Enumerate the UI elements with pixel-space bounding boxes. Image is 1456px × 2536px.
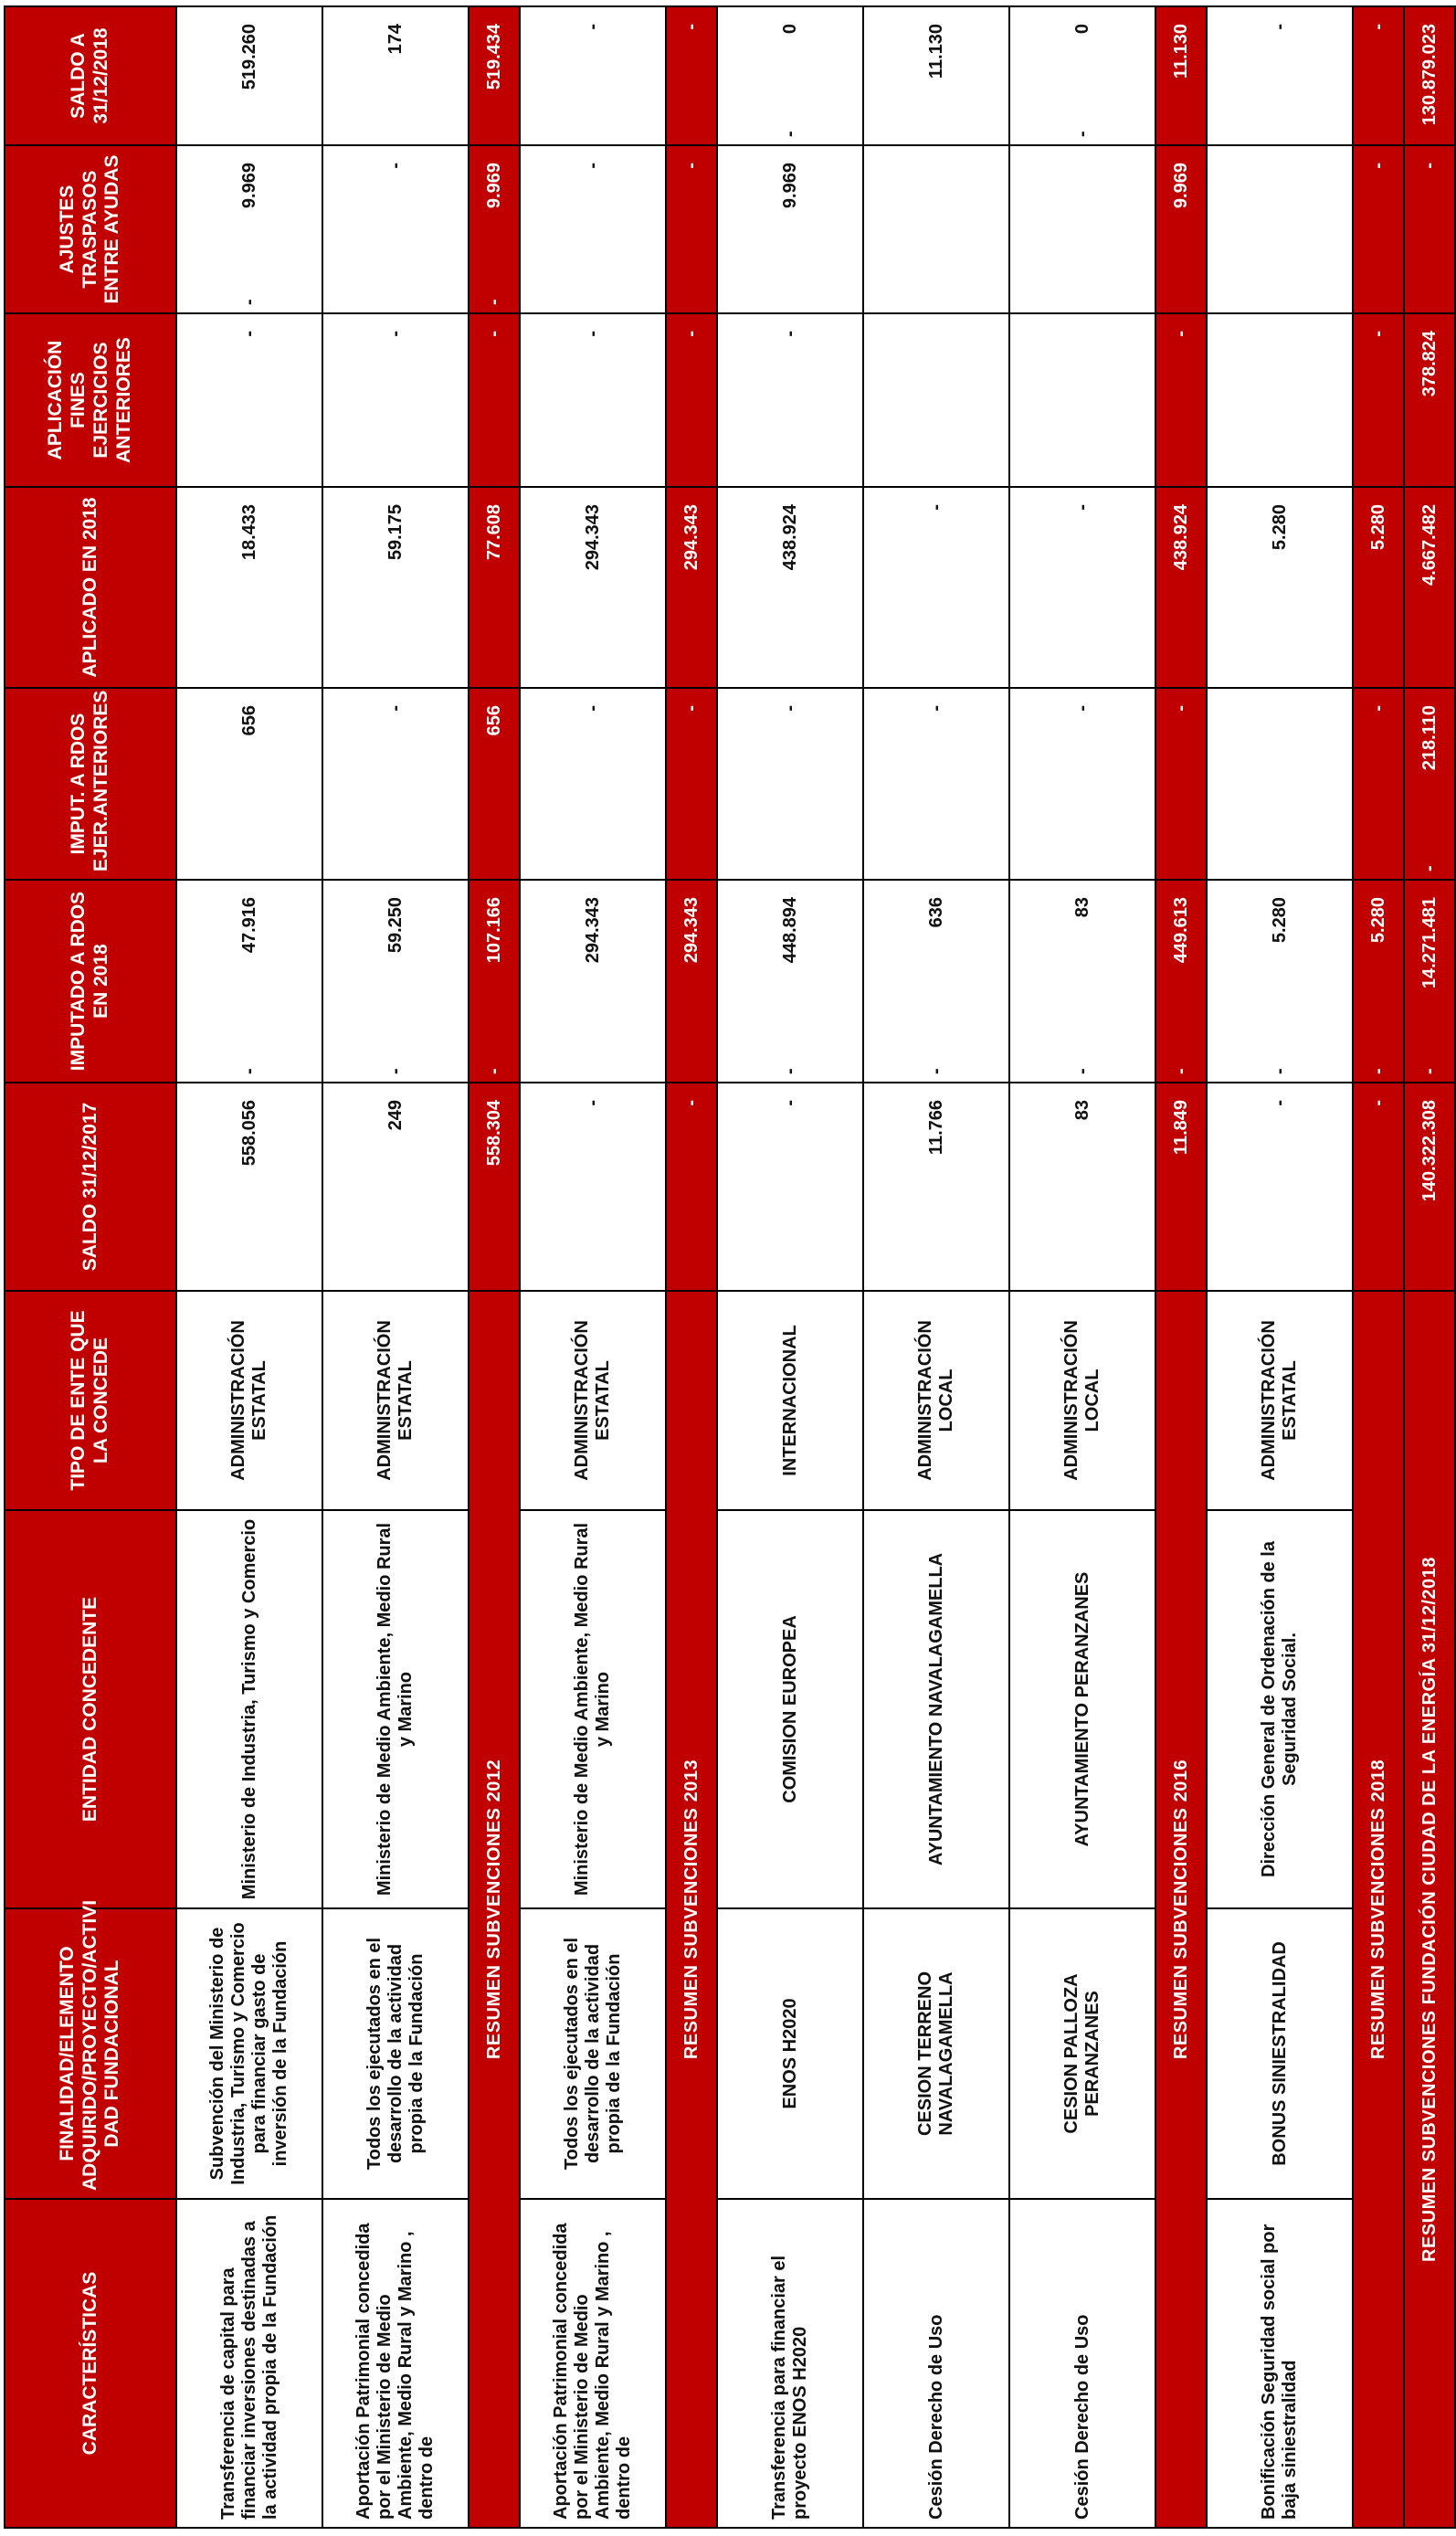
cell-caracteristicas (322, 2199, 469, 2528)
cell-caracteristicas: Bonificación Seguridad social por baja siniestralidad (1207, 2199, 1353, 2528)
cell-caracteristicas (717, 2199, 863, 2528)
col-saldo-2017: SALDO 31/12/2017 (5, 1083, 176, 1291)
col-saldo-2018: SALDO A 31/12/2018 (5, 6, 176, 145)
cell-text: Todos los ejecutados en el desarrollo de la actividad propia de la Fundación (561, 1937, 624, 2171)
table-row (863, 6, 1009, 2528)
cell-aplicacion-fines (863, 313, 1009, 487)
table-row (1009, 6, 1155, 2528)
cell-finalidad: BONUS SINIESTRALIDAD (1207, 1908, 1353, 2199)
value: 218.110 (1419, 705, 1440, 771)
value: 0 (779, 24, 800, 35)
cell-tipo: ADMINISTRACIÓN ESTATAL (520, 1291, 666, 1510)
cell-ajustes (863, 145, 1009, 313)
col-entidad: ENTIDAD CONCEDENTE (5, 1510, 176, 1908)
cell-saldo-2017: - (666, 1083, 717, 1291)
summary-row-2018 (1353, 6, 1404, 2528)
cell-saldo-2017: 140.322.308 (1404, 1083, 1455, 1291)
table-row (1207, 6, 1353, 2528)
dash-mark: - (779, 131, 800, 137)
dash-mark: - (1419, 1068, 1440, 1074)
cell-aplicacion-fines (1207, 313, 1353, 487)
col-imput-anteriores: IMPUT. A RDOS EJER.ANTERIORES (5, 688, 176, 880)
dash-mark: - (1071, 131, 1092, 137)
cell-imputado-2018 (1155, 880, 1207, 1083)
cell-aplicado-2018: 438.924 (1155, 487, 1207, 688)
cell-text: Aportación Patrimonial concedida por el Ministerio de Medio Ambiente, Medio Rural y Marino , dentro de (353, 2223, 437, 2520)
cell-ajustes: - (666, 145, 717, 313)
cell-finalidad (176, 1908, 322, 2199)
summary-label: RESUMEN SUBVENCIONES 2013 (666, 1291, 717, 2528)
cell-imputado-2018 (1009, 880, 1155, 1083)
value: 5.280 (1269, 897, 1290, 944)
table-row (717, 6, 863, 2528)
cell-imputado-2018: 294.343 (520, 880, 666, 1083)
cell-aplicacion-fines: - (717, 313, 863, 487)
cell-saldo-2018: 174 (322, 6, 469, 145)
col-imputado-2018: IMPUTADO A RDOS EN 2018 (5, 880, 176, 1083)
cell-ajustes: - (1404, 145, 1455, 313)
cell-entidad: AYUNTAMIENTO PERANZANES (1009, 1510, 1155, 1908)
cell-finalidad: ENOS H2020 (717, 1908, 863, 2199)
table-row (520, 6, 666, 2528)
value: 449.613 (1170, 897, 1191, 964)
cell-text: Subvención del Ministerio de Industria, Turismo y Comercio para financiar gasto de inversión de la Fundación (207, 1922, 290, 2185)
dash-mark: - (1071, 1068, 1092, 1074)
col-aplicacion-fines: APLICACIÓN FINES EJERCICIOS ANTERIORES (5, 313, 176, 487)
value: 636 (925, 897, 946, 928)
total-label: RESUMEN SUBVENCIONES FUNDACIÓN CIUDAD DE LA ENERGÍA 31/12/2018 (1404, 1291, 1455, 2528)
cell-ajustes: - (520, 145, 666, 313)
cell-finalidad: CESION PALLOZA PERANZANES (1009, 1908, 1155, 2199)
cell-imput-anteriores: - (1353, 688, 1404, 880)
col-ajustes: AJUSTES TRASPASOS ENTRE AYUDAS (5, 145, 176, 313)
dash-mark: - (1419, 865, 1440, 872)
table-row (176, 6, 322, 2528)
value: 107.166 (483, 897, 504, 964)
cell-aplicado-2018: 5.280 (1353, 487, 1404, 688)
dash-mark: - (483, 1068, 504, 1074)
cell-imput-anteriores: - (666, 688, 717, 880)
dash-mark: - (1170, 1068, 1191, 1074)
cell-imput-anteriores: 656 (176, 688, 322, 880)
cell-ajustes: - (1353, 145, 1404, 313)
value: 9.969 (238, 163, 259, 209)
cell-saldo-2017: 558.056 (176, 1083, 322, 1291)
dash-mark: - (1367, 1068, 1388, 1074)
dash-mark: - (385, 1068, 406, 1074)
cell-entidad: Dirección General de Ordenación de la Seguridad Social. (1207, 1510, 1353, 1908)
dash-mark: - (925, 1068, 946, 1074)
cell-text: Transferencia de capital para financiar inversiones destinadas a la actividad propia de la Fundación (217, 2214, 280, 2520)
cell-imputado-2018 (1207, 880, 1353, 1083)
cell-tipo: INTERNACIONAL (717, 1291, 863, 1510)
cell-aplicacion-fines (1009, 313, 1155, 487)
cell-entidad: Ministerio de Medio Ambiente, Medio Rural y Marino (520, 1510, 666, 1908)
cell-aplicacion-fines: - (322, 313, 469, 487)
cell-imput-anteriores: - (1009, 688, 1155, 880)
cell-saldo-2017: 11.849 (1155, 1083, 1207, 1291)
cell-imputado-2018 (863, 880, 1009, 1083)
cell-aplicacion-fines: - (1353, 313, 1404, 487)
cell-imputado-2018: 294.343 (666, 880, 717, 1083)
cell-ajustes: 9.969 (717, 145, 863, 313)
cell-imputado-2018 (322, 880, 469, 1083)
cell-ajustes (1207, 145, 1353, 313)
cell-aplicacion-fines: - (469, 313, 520, 487)
dash-mark: - (483, 299, 504, 305)
cell-finalidad (520, 1908, 666, 2199)
cell-ajustes (176, 145, 322, 313)
cell-aplicacion-fines: - (176, 313, 322, 487)
value: 83 (1071, 897, 1092, 918)
cell-aplicado-2018: 294.343 (666, 487, 717, 688)
cell-imputado-2018 (469, 880, 520, 1083)
cell-saldo-2017: - (717, 1083, 863, 1291)
cell-imputado-2018 (1404, 880, 1455, 1083)
cell-imput-anteriores (1207, 688, 1353, 880)
cell-ajustes (1009, 145, 1155, 313)
value: 14.271.481 (1419, 897, 1440, 989)
cell-aplicacion-fines: 378.824 (1404, 313, 1455, 487)
cell-aplicado-2018: - (1009, 487, 1155, 688)
cell-imputado-2018 (176, 880, 322, 1083)
cell-imput-anteriores: - (863, 688, 1009, 880)
col-caracteristicas: CARACTERÍSTICAS (5, 2199, 176, 2528)
cell-caracteristicas: Cesión Derecho de Uso (1009, 2199, 1155, 2528)
cell-saldo-2018: - (666, 6, 717, 145)
cell-tipo: ADMINISTRACIÓN ESTATAL (176, 1291, 322, 1510)
cell-imput-anteriores: - (717, 688, 863, 880)
summary-label: RESUMEN SUBVENCIONES 2018 (1353, 1291, 1404, 2528)
cell-caracteristicas (176, 2199, 322, 2528)
cell-imputado-2018 (1353, 880, 1404, 1083)
cell-finalidad (322, 1908, 469, 2199)
dash-mark: - (238, 1068, 259, 1074)
value: 9.969 (483, 163, 504, 209)
cell-ajustes (469, 145, 520, 313)
cell-aplicado-2018: - (863, 487, 1009, 688)
cell-saldo-2017: - (1353, 1083, 1404, 1291)
value: 47.916 (238, 897, 259, 954)
cell-caracteristicas (520, 2199, 666, 2528)
cell-entidad: Ministerio de Medio Ambiente, Medio Rural y Marino (322, 1510, 469, 1908)
cell-aplicado-2018: 59.175 (322, 487, 469, 688)
value: 59.250 (385, 897, 406, 954)
cell-ajustes: - (322, 145, 469, 313)
cell-aplicado-2018: 18.433 (176, 487, 322, 688)
summary-row-2016 (1155, 6, 1207, 2528)
cell-aplicado-2018: 77.608 (469, 487, 520, 688)
cell-saldo-2018: 130.879.023 (1404, 6, 1455, 145)
cell-saldo-2017: 558.304 (469, 1083, 520, 1291)
cell-imput-anteriores: - (520, 688, 666, 880)
dash-mark: - (779, 1068, 800, 1074)
cell-imput-anteriores (1404, 688, 1455, 880)
cell-saldo-2018: - (520, 6, 666, 145)
cell-entidad: AYUNTAMIENTO NAVALAGAMELLA (863, 1510, 1009, 1908)
cell-entidad: Ministerio de Industria, Turismo y Comercio (176, 1510, 322, 1908)
cell-aplicacion-fines: - (666, 313, 717, 487)
value: 0 (1071, 24, 1092, 35)
total-row (1404, 6, 1455, 2528)
cell-saldo-2018: 11.130 (863, 6, 1009, 145)
cell-saldo-2018: - (1353, 6, 1404, 145)
cell-ajustes: 9.969 (1155, 145, 1207, 313)
cell-text: Transferencia para financiar el proyecto ENOS H2020 (769, 2255, 810, 2520)
cell-text: Todos los ejecutados en el desarrollo de la actividad propia de la Fundación (364, 1937, 427, 2171)
cell-saldo-2017: - (1207, 1083, 1353, 1291)
cell-saldo-2018: 519.434 (469, 6, 520, 145)
cell-caracteristicas: Cesión Derecho de Uso (863, 2199, 1009, 2528)
cell-saldo-2017: 83 (1009, 1083, 1155, 1291)
table-row (322, 6, 469, 2528)
cell-saldo-2018: - (1207, 6, 1353, 145)
cell-saldo-2017: - (520, 1083, 666, 1291)
dash-mark: - (238, 299, 259, 305)
cell-aplicado-2018: 4.667.482 (1404, 487, 1455, 688)
value: 5.280 (1367, 897, 1388, 944)
cell-saldo-2017: 249 (322, 1083, 469, 1291)
cell-aplicado-2018: 294.343 (520, 487, 666, 688)
cell-saldo-2018 (717, 6, 863, 145)
cell-aplicacion-fines: - (520, 313, 666, 487)
cell-tipo: ADMINISTRACIÓN ESTATAL (1207, 1291, 1353, 1510)
cell-saldo-2018: 11.130 (1155, 6, 1207, 145)
cell-text: Aportación Patrimonial concedida por el Ministerio de Medio Ambiente, Medio Rural y Marino , dentro de (551, 2223, 634, 2520)
summary-row-2013 (666, 6, 717, 2528)
cell-finalidad: CESION TERRENO NAVALAGAMELLA (863, 1908, 1009, 2199)
summary-label: RESUMEN SUBVENCIONES 2012 (469, 1291, 520, 2528)
value: 448.894 (779, 897, 800, 964)
dash-mark: - (1269, 1068, 1290, 1074)
cell-aplicado-2018: 5.280 (1207, 487, 1353, 688)
cell-imput-anteriores: 656 (469, 688, 520, 880)
cell-tipo: ADMINISTRACIÓN LOCAL (863, 1291, 1009, 1510)
summary-row-2012 (469, 6, 520, 2528)
cell-saldo-2017: 11.766 (863, 1083, 1009, 1291)
cell-saldo-2018 (1009, 6, 1155, 145)
col-aplicado-2018: APLICADO EN 2018 (5, 487, 176, 688)
col-finalidad: FINALIDAD/ELEMENTO ADQUIRIDO/PROYECTO/ACTIVI DAD FUNDACIONAL (5, 1908, 176, 2199)
cell-entidad: COMISION EUROPEA (717, 1510, 863, 1908)
header-row (5, 6, 176, 2528)
cell-tipo: ADMINISTRACIÓN LOCAL (1009, 1291, 1155, 1510)
cell-imput-anteriores: - (322, 688, 469, 880)
cell-aplicado-2018: 438.924 (717, 487, 863, 688)
col-tipo-ente: TIPO DE ENTE QUE LA CONCEDE (5, 1291, 176, 1510)
cell-tipo: ADMINISTRACIÓN ESTATAL (322, 1291, 469, 1510)
cell-imput-anteriores: - (1155, 688, 1207, 880)
cell-imputado-2018 (717, 880, 863, 1083)
subvenciones-table (4, 5, 1456, 2529)
cell-saldo-2018: 519.260 (176, 6, 322, 145)
summary-label: RESUMEN SUBVENCIONES 2016 (1155, 1291, 1207, 2528)
cell-aplicacion-fines: - (1155, 313, 1207, 487)
